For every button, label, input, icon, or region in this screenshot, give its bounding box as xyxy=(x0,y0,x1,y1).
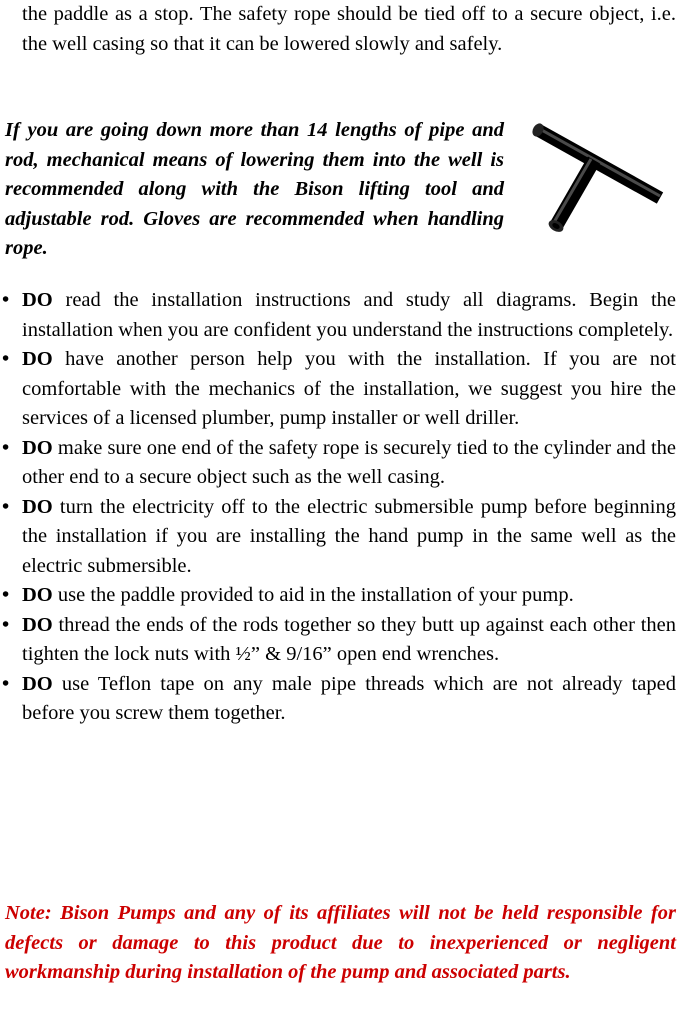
keyword-do: DO xyxy=(22,436,53,459)
list-item xyxy=(0,434,676,493)
bullet: • xyxy=(2,289,10,311)
keyword-do: DO xyxy=(22,289,53,311)
item-text: read the installation instructions and study all diagrams. Begin the installation when you are confident you understand the instructions completely. xyxy=(22,289,676,341)
disclaimer-note: Note: Bison Pumps and any of its affiliates will not be held responsible for defects or damage to this product due to inexperienced or negligent workmanship during installation of the pump and associated parts. xyxy=(5,902,676,983)
keyword-do: DO xyxy=(22,613,53,636)
intro-paragraph: the paddle as a stop. The safety rope should be tied off to a secure object, i.e. the well casing so that it can be lowered slowly and safely. xyxy=(22,3,676,55)
item-text: use Teflon tape on any male pipe threads which are not already taped before you screw them together. xyxy=(22,672,676,724)
item-text: thread the ends of the rods together so they butt up against each other then tighten the lock nuts with ½” & 9/16” open end wrenches. xyxy=(22,613,676,665)
keyword-do: DO xyxy=(22,672,53,695)
keyword-do: DO xyxy=(22,584,53,606)
list-item xyxy=(0,611,676,670)
list-item xyxy=(0,286,676,345)
list-item xyxy=(0,670,676,729)
bullet: • xyxy=(2,348,10,370)
list-item xyxy=(0,345,676,434)
caution-paragraph: If you are going down more than 14 lengths of pipe and rod, mechanical means of lowering them into the well is recommended along with the Bison lifting tool and adjustable rod. Gloves are recommended when handling rope. xyxy=(5,119,504,259)
bullet: • xyxy=(2,436,10,459)
item-text: use the paddle provided to aid in the installation of your pump. xyxy=(52,584,574,606)
item-text: have another person help you with the installation. If you are not comfortable with the mechanics of the installation, we suggest you hire the services of a licensed plumber, pump installer or well driller. xyxy=(22,348,676,429)
keyword-do: DO xyxy=(22,495,53,518)
bullet: • xyxy=(2,495,10,518)
t-handle-lifting-tool-image xyxy=(528,118,668,236)
list-item xyxy=(0,581,676,611)
keyword-do: DO xyxy=(22,348,53,370)
bullet: • xyxy=(2,672,10,695)
bullet: • xyxy=(2,613,10,636)
list-item xyxy=(0,493,676,582)
item-text: make sure one end of the safety rope is securely tied to the cylinder and the other end to a secure object such as the well casing. xyxy=(22,436,676,488)
item-text: turn the electricity off to the electric submersible pump before beginning the installation if you are installing the hand pump in the same well as the electric submersible. xyxy=(22,495,676,577)
do-list xyxy=(0,286,676,729)
bullet: • xyxy=(2,584,10,606)
